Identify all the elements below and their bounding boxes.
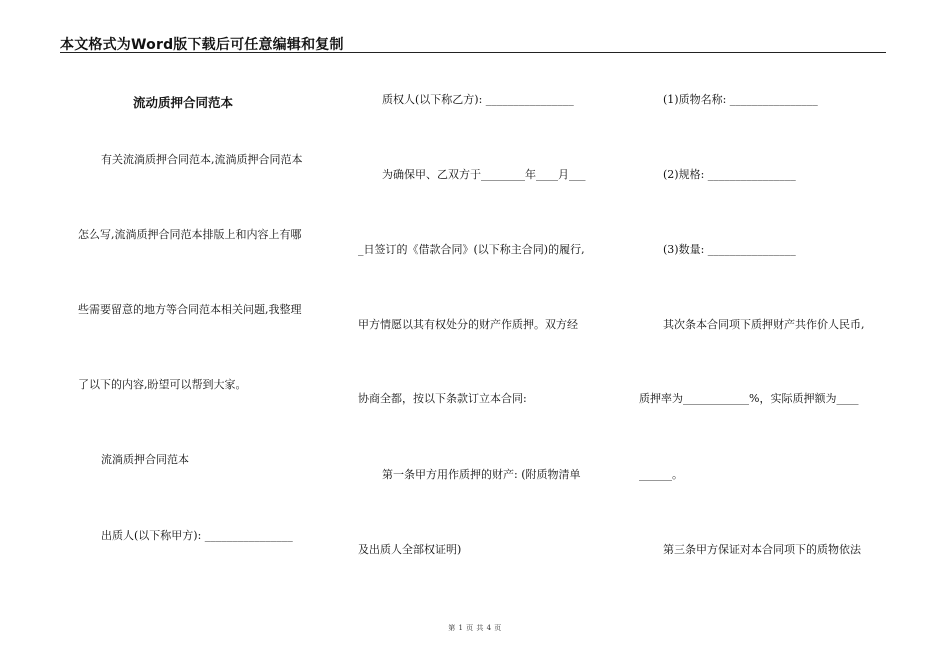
paragraph-line: 为确保甲、乙双方于________年____月___ (382, 168, 586, 181)
paragraph-line: ______。 (639, 468, 683, 481)
right-column (630, 0, 930, 620)
item-spec-field-line: (2)规格: ________________ (663, 168, 796, 181)
document-title: 流动质押合同范本 (133, 95, 234, 110)
left-column (0, 0, 330, 620)
paragraph-line: _日签订的《借款合同》(以下称主合同)的履行, (358, 243, 585, 256)
paragraph-line: 质押率为____________%，实际质押额为____ (639, 392, 859, 405)
paragraph-line: 甲方情愿以其有权处分的财产作质押。双方经 (358, 318, 578, 331)
paragraph-line: 些需要留意的地方等合同范本相关问题,我整理 (78, 303, 302, 316)
article-line: 其次条本合同项下质押财产共作价人民币, (663, 318, 865, 331)
item-quantity-field-line: (3)数量: ________________ (663, 243, 796, 256)
article-line: 第一条甲方用作质押的财产: (附质物清单 (382, 468, 581, 481)
page-footer: 第 1 页 共 4 页 (448, 624, 502, 632)
paragraph-line: 怎么写,流淌质押合同范本排版上和内容上有哪 (78, 228, 302, 241)
paragraph-line: 了以下的内容,盼望可以帮到大家。 (78, 378, 247, 391)
paragraph-line: 有关流淌质押合同范本,流淌质押合同范本 (101, 153, 303, 166)
paragraph-line: 协商全都，按以下条款订立本合同: (358, 392, 527, 405)
article-line: 第三条甲方保证对本合同项下的质物依法 (663, 543, 861, 556)
item-name-field-line: (1)质物名称: ________________ (663, 93, 818, 106)
section-heading-line: 流淌质押合同范本 (101, 453, 189, 466)
pledgee-field-line: 质权人(以下称乙方): ________________ (382, 93, 574, 106)
page-header-title: 本文格式为Word版下载后可任意编辑和复制 (60, 37, 344, 53)
pledgor-field-line: 出质人(以下称甲方): ________________ (101, 529, 293, 542)
paragraph-line: 及出质人全部权证明) (358, 543, 462, 556)
middle-column (340, 0, 620, 620)
